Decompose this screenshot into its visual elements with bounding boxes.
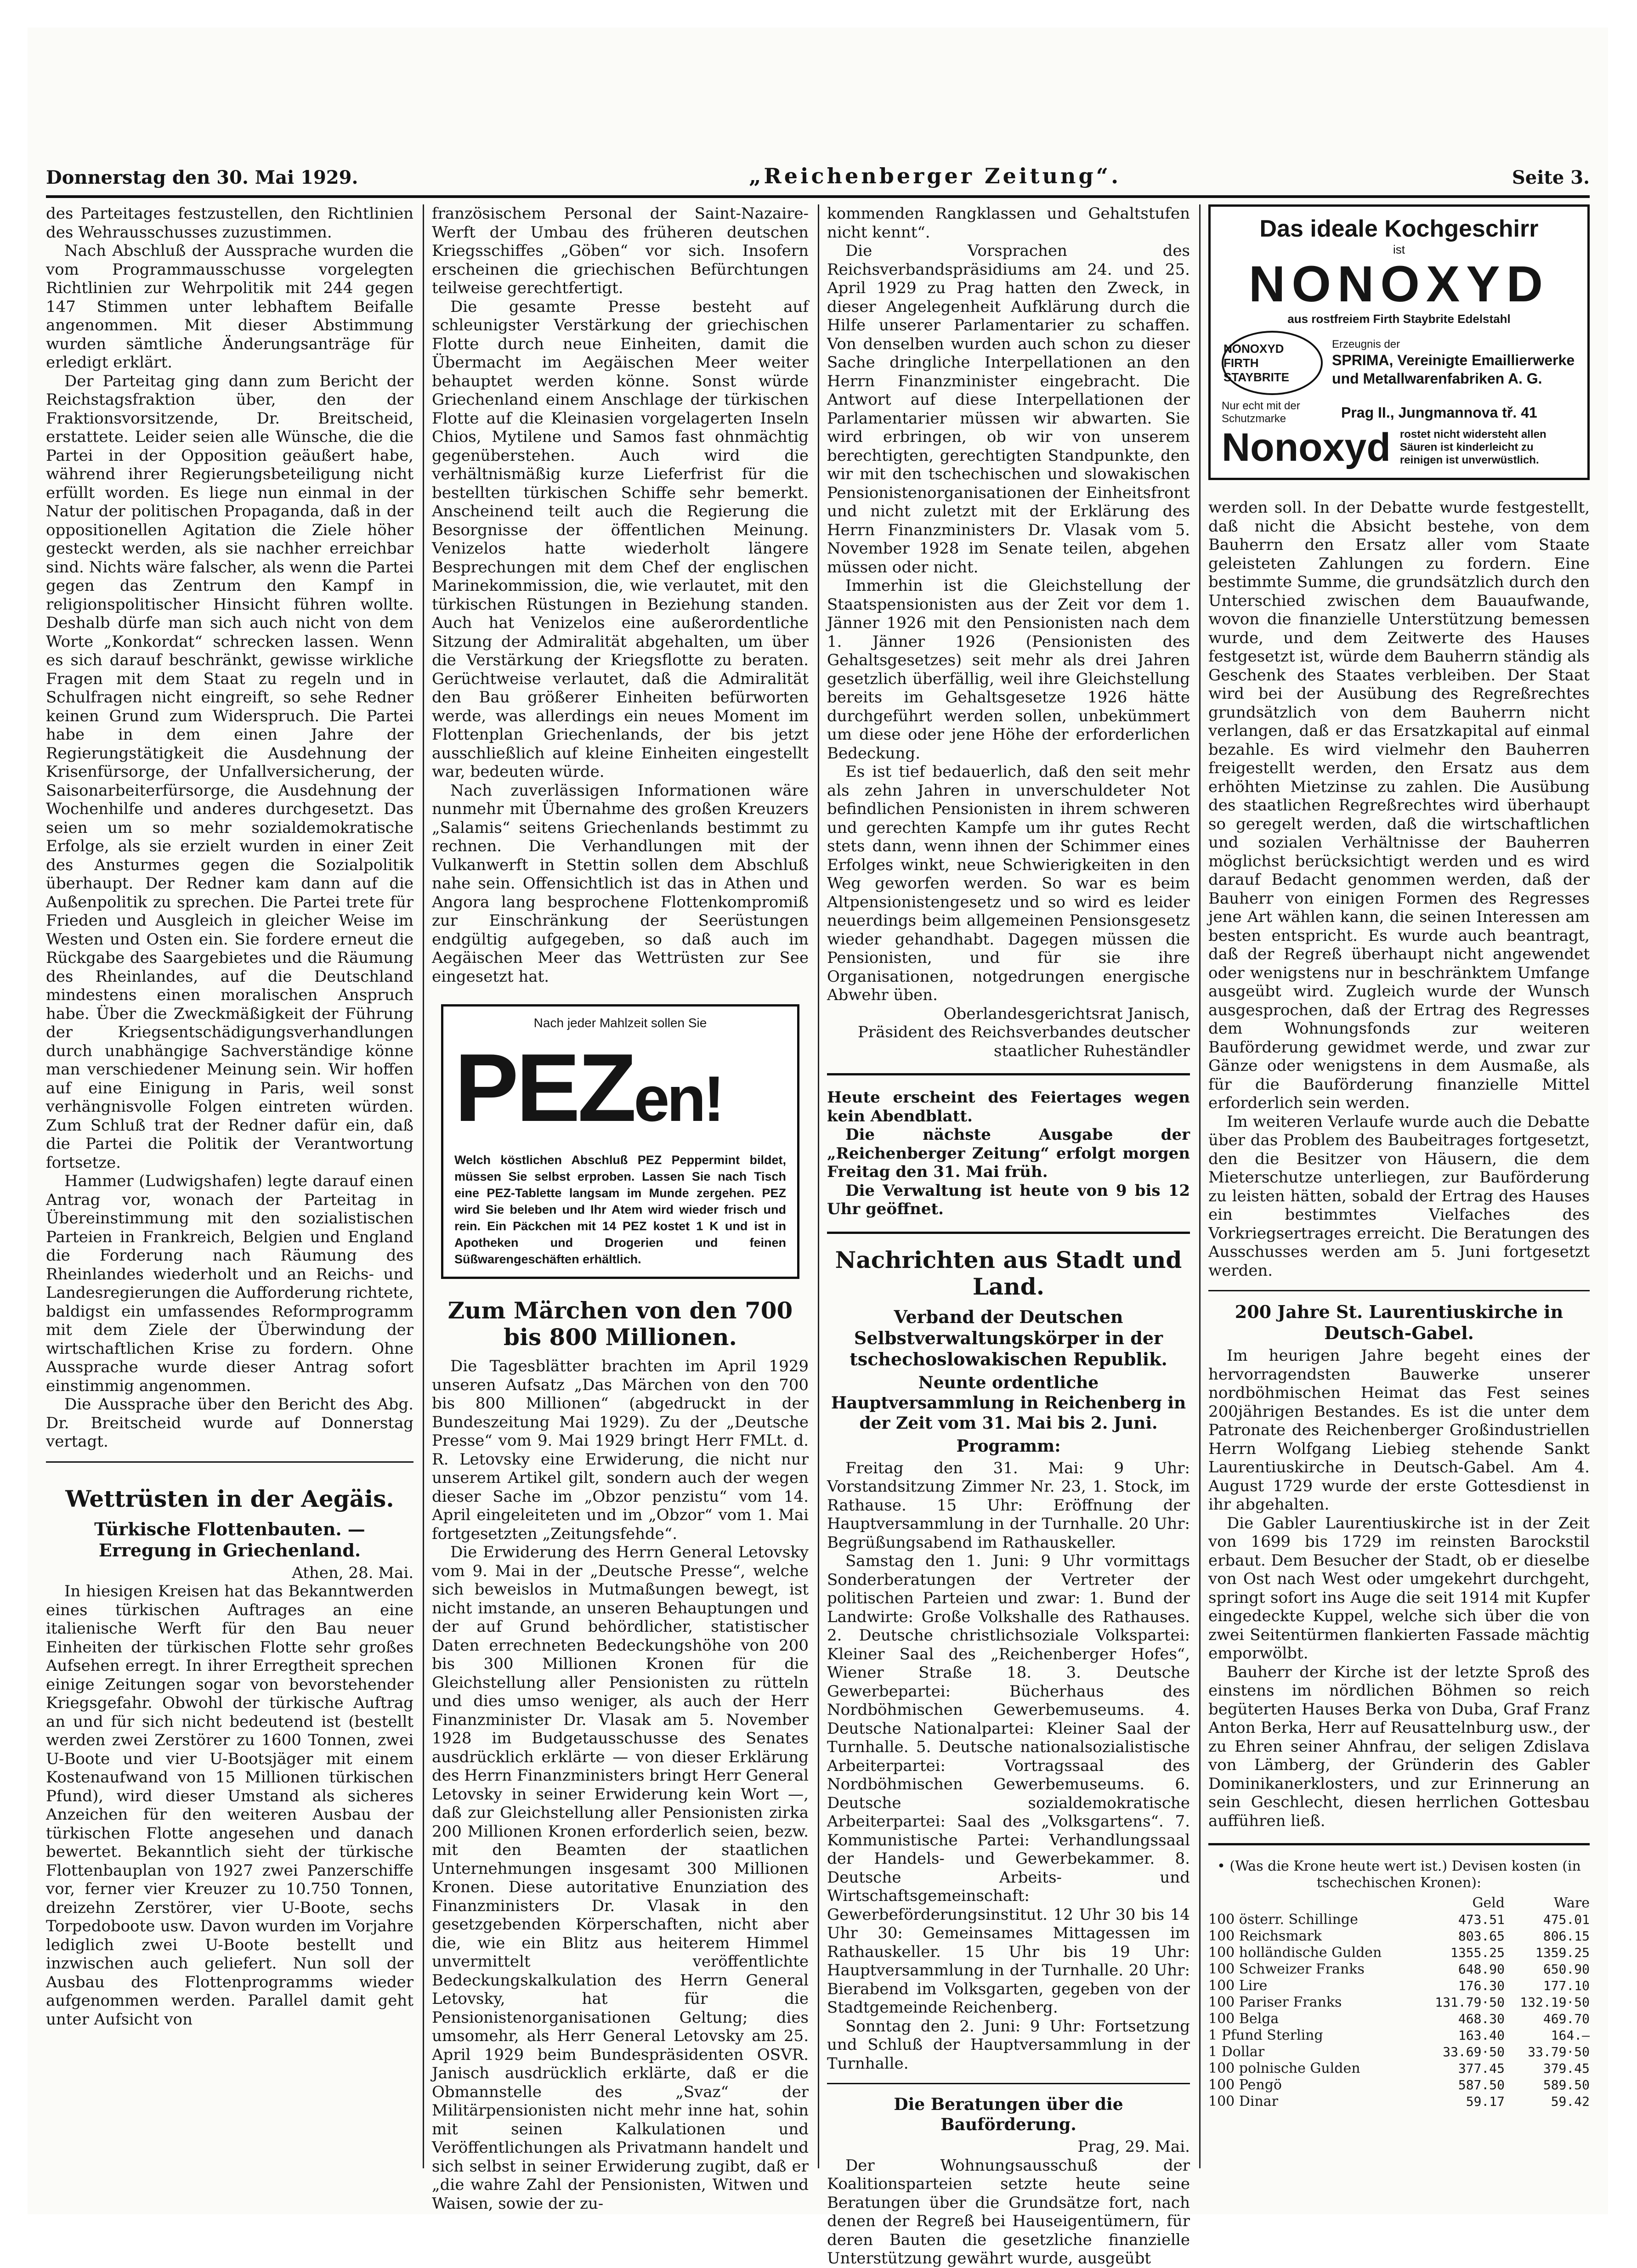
notice-separator: [827, 1232, 1190, 1234]
exchange-col-currency: [1208, 1895, 1420, 1912]
article-separator: [827, 2083, 1190, 2084]
nonoxyd-genuine: Nur echt mit der Schutzmarke: [1222, 400, 1300, 425]
nonoxyd-ad-brand: NONOXYD: [1248, 256, 1550, 312]
exchange-rate-geld: 131.79·50: [1435, 1995, 1505, 2010]
exchange-rate-row: [1208, 1961, 1590, 1978]
header-rule: [46, 195, 1590, 198]
article-paragraph: Im heurigen Jahre begeht eines der hervorragendsten Bauwerke unserer nordböhmischen Heimat das Fest seines 200jährigen Bestandes. Es ist die unter dem Patronate des Reichenberger Großindustriellen Herrn Wolfgang Liebieg stehende Sankt Laurentiuskirche in Deutsch-Gabel. Am 4. August 1729 wurde der erste Gottesdienst in ihr abgehalten.: [1208, 1346, 1590, 1514]
exchange-rate-ware: 806.15: [1543, 1929, 1590, 1944]
article-paragraph: Immerhin ist die Gleichstellung der Staatspensionisten aus der Zeit vor dem 1. Jänner 1926 mit den Pensionisten nach dem 1. Jänner 1926 (Pensionisten des Gehaltsgesetzes) seit mehr als drei Jahren gesetzlich überfällig, weil ihre Gleichstellung bereits im Gehaltsgesetze 1926 hätte durchgeführt werden sollen, unbekümmert um diese oder jene Höhe der erforderlichen Bedeckung.: [827, 577, 1190, 763]
exchange-rate-geld: 803.65: [1458, 1929, 1505, 1944]
exchange-rates-body: [1208, 1912, 1590, 2110]
article-separator: [1208, 1290, 1590, 1291]
exchange-rate-currency: 100 Reichsmark: [1208, 1928, 1322, 1944]
nonoxyd-ad-headline: Das ideale Kochgeschirr: [1259, 215, 1539, 242]
header-date: Donnerstag den 30. Mai 1929.: [46, 167, 358, 188]
nonoxyd-advertisement: [1208, 204, 1590, 480]
article-separator: [1208, 1843, 1590, 1845]
article-separator: [46, 1461, 413, 1463]
exchange-rate-ware: 164.—: [1551, 2028, 1590, 2043]
article-paragraph: des Parteitages festzustellen, den Richtlinien des Wehrausschusses zuzustimmen.: [46, 204, 413, 242]
exchange-rate-ware: 132.19·50: [1520, 1995, 1590, 2010]
exchange-rate-row: [1208, 2011, 1590, 2027]
exchange-rate-currency: 100 polnische Gulden: [1208, 2060, 1360, 2076]
exchange-rate-ware: 59.42: [1551, 2094, 1590, 2109]
exchange-rate-row: [1208, 1912, 1590, 1928]
exchange-rate-row: [1208, 2044, 1590, 2060]
exchange-rate-ware: 475.01: [1543, 1912, 1590, 1927]
pez-advertisement: [441, 1004, 799, 1279]
article-paragraph: Die Aussprache über den Bericht des Abg. Dr. Breitscheid wurde auf Donnerstag vertagt.: [46, 1395, 413, 1451]
nonoxyd-claim: rostet nicht widersteht allen Säuren ist kinderleicht zu reinigen ist unverwüstlich.: [1399, 428, 1546, 466]
article-paragraph: Die Vorsprachen des Reichsverbandspräsidiums am 24. und 25. April 1929 zu Prag hatten den Zweck, in dieser Angelegenheit Aufklärung durch die Hilfe unserer Parlamentarier zu schaffen. Von denselben wurden auch schon zu dieser Sache dringliche Interpellationen an den Herrn Finanzminister eingebracht. Die Antwort auf diese Interpellationen der Parlamentarier müssen wir abwarten. Sie wird erbringen, ob wir von unserem berechtigten, gerechtigten Standpunkte, den wir mit den tschechischen und slowakischen Pensionistenorganisationen der Einheitsfront und nicht zuletzt mit der Erklärung des Herrn Finanzministers Dr. Vlasak vom 5. November 1928 im Senate teilen, abgehen müssen oder nicht.: [827, 242, 1190, 577]
exchange-col-geld: Geld: [1472, 1895, 1505, 1911]
article-paragraph: Die Tagesblätter brachten im April 1929 unseren Aufsatz „Das Märchen von den 700 bis 800 Millionen“ (abgedruckt in der Bundeszeitung Mai 1929). Zu der „Deutsche Presse“ vom 9. Mai 1929 bringt Herr FMLt. d. R. Letovsky eine Erwiderung, die nicht nur unserem Artikel gilt, sondern auch der wegen dieser Sache im „Obzor penzistu“ vom 14. April eingeleiteten und im „Obzor“ vom 1. Mai fortgesetzten „Zeitungsfehde“.: [432, 1357, 809, 1543]
pez-brand-word: PEZ: [454, 1034, 634, 1142]
subheadline-hauptversammlung: Neunte ordentliche Hauptversammlung in Reichenberg in der Zeit vom 31. Mai bis 2. Juni.: [831, 1373, 1186, 1433]
article-paragraph: Nach zuverlässigen Informationen wäre nunmehr mit Übernahme des großen Kreuzers „Salamis“ seitens Griechenlands bestimmt zu rechnen. Die Verhandlungen mit der Vulkanwerft in Stettin sollen dem Abschluß nahe sein. Offensichtlich ist das in Athen und Angora lang besprochene Flottenkompromiß zur Einschränkung der Seerüstungen endgültig aufgegeben, so daß auch im Aegäischen Meer das Wettrüsten zur See eingesetzt hat.: [432, 781, 809, 986]
article-paragraph: Die Erwiderung des Herrn General Letovsky vom 9. Mai in der „Deutsche Presse“, welche sich beweislos in Mutmaßungen bewegt, ist nicht imstande, an unseren Behauptungen und der auf Grund behördlicher, statistischer Daten errechneten Bedeckungshöhe von 200 bis 300 Millionen Kronen für die Gleichstellung aller Pensionisten zu rütteln und dies umso weniger, als auch der Herr Finanzminister Dr. Vlasak am 5. November 1928 im Budgetausschusse des Senates ausdrücklich erklärte — von dieser Erklärung des Herrn Finanzministers bringt Herr General Letovsky in seiner Erwiderung kein Wort —, daß zur Gleichstellung aller Pensionisten zirka 200 Millionen Kronen erforderlich seien, bezw. mit den Beamten der staatlichen Unternehmungen insgesamt 300 Millionen Kronen. Diese autoritative Enunziation des Finanzministers Dr. Vlasak in den gesetzgebenden Körperschaften, nicht aber die, wie ein Blitz aus heiterem Himmel unvermittelt veröffentlichte Bedeckungskalkulation des Herrn General Letovsky, hat für die Pensionistenorganisationen Geltung; dies umsomehr, als Herr General Letovsky am 25. April 1929 beim Bundespräsidenten OSVR. Janisch ausdrücklich erklärte, daß er die Obmannstelle des „Svaz“ der Militärpensionisten nicht mehr inne hat, sohin mit seinen Kalkulationen und Veröffentlichungen als Privatmann handelt und sich selbst in seiner Erwiderung zugibt, daß er „die wahre Zahl der Pensionisten, Witwen und Waisen, sowie der zu-: [432, 1543, 809, 2213]
column-2: [432, 204, 809, 2213]
notice-separator: [827, 1073, 1190, 1075]
exchange-rate-ware: 650.90: [1543, 1962, 1590, 1977]
column-divider: [423, 204, 424, 2168]
column-divider: [1199, 204, 1201, 2168]
headline-wettruesten: Wettrüsten in der Aegäis.: [65, 1485, 394, 1512]
nonoxyd-ad-ist: ist: [1393, 243, 1405, 256]
exchange-rate-currency: 100 Lire: [1208, 1978, 1268, 1994]
exchange-rate-row: [1208, 1994, 1590, 2011]
article-paragraph: Der Wohnungsausschuß der Koalitionsparteien setzte heute seine Beratungen über die Grundsätze fort, nach denen der Regreß bei Hauseigentümern, für deren Bauten die gesetzliche finanzielle Unterstützung gewährt wurde, ausgeübt: [827, 2156, 1190, 2268]
exchange-rate-row: [1208, 1928, 1590, 1945]
article-paragraph: Freitag den 31. Mai: 9 Uhr: Vorstandsitzung Zimmer Nr. 23, 1. Stock, im Rathause. 15 Uhr: Eröffnung der Hauptversammlung in der Turnhalle. 20 Uhr: Begrüßungsabend im Rathauskeller.: [827, 1459, 1190, 1552]
exchange-rate-ware: 177.10: [1543, 1978, 1590, 1993]
nonoxyd-maker-block: [1332, 338, 1576, 388]
exchange-rate-row: [1208, 1978, 1590, 1994]
nonoxyd-maker: SPRIMA, Vereinigte Emaillierwerke und Metallwarenfabriken A. G.: [1332, 352, 1575, 387]
exchange-rate-currency: 100 Schweizer Franks: [1208, 1961, 1365, 1977]
exchange-rate-currency: 1 Pfund Sterling: [1208, 2027, 1323, 2043]
exchange-rate-row: [1208, 2077, 1590, 2093]
exchange-rates-table: [1208, 1895, 1590, 2110]
headline-maerchen: Zum Märchen von den 700 bis 800 Millionen.: [447, 1297, 793, 1351]
nonoxyd-address: Prag II., Jungmannova tř. 41: [1341, 404, 1537, 421]
headline-baufoerderung: Die Beratungen über die Bauförderung.: [894, 2095, 1123, 2134]
header-paper-title: „Reichenberger Zeitung“.: [749, 164, 1122, 188]
exchange-rate-geld: 59.17: [1466, 2094, 1505, 2109]
signature-title: Präsident des Reichsverbandes deutscher staatlicher Ruheständler: [858, 1023, 1190, 1060]
pez-ad-body: Welch köstlichen Abschluß PEZ Peppermint bildet, müssen Sie selbst erproben. Lassen Sie nach Tisch eine PEZ-Tablette langsam im Munde zergehen. PEZ wird Sie beleben und Ihr Atem wird wieder frisch und rein. Ein Päckchen mit 14 PEZ kostet 1 K und ist in Apotheken und Drogerien und feinen Süßwarengeschäften erhältlich.: [454, 1153, 786, 1266]
exchange-rate-geld: 33.69·50: [1443, 2044, 1505, 2059]
nonoxyd-ad-row: [1222, 400, 1576, 425]
exchange-rate-geld: 648.90: [1458, 1962, 1505, 1977]
exchange-rate-currency: 100 Pengö: [1208, 2077, 1282, 2093]
pez-brand-suffix: en!: [634, 1063, 722, 1135]
nonoxyd-ad-material: aus rostfreiem Firth Staybrite Edelstahl: [1287, 312, 1511, 326]
program-label: Programm:: [956, 1436, 1061, 1456]
dateline: Athen, 28. Mai.: [292, 1563, 413, 1582]
exchange-rate-ware: 469.70: [1543, 2011, 1590, 2026]
newspaper-page: [28, 28, 1608, 2268]
exchange-rate-currency: 100 Belga: [1208, 2011, 1279, 2027]
nonoxyd-logo-icon: NONOXYD FIRTH STAYBRITE: [1222, 331, 1323, 395]
exchange-rates-header-row: [1208, 1895, 1590, 1912]
exchange-rate-geld: 163.40: [1458, 2028, 1505, 2043]
article-paragraph: Nach Abschluß der Aussprache wurden die vom Programmausschusse vorgelegten Richtlinien zur Wehrpolitik mit 244 gegen 147 Stimmen unter lebhaftem Beifalle angenommen. Mit dieser Abstimmung wurden sämtliche Änderungsanträge für erledigt erklärt.: [46, 242, 413, 372]
exchange-rate-ware: 33.79·50: [1528, 2044, 1590, 2059]
nonoxyd-ad-row: [1222, 331, 1576, 395]
page-header: [46, 142, 1590, 188]
exchange-rate-currency: 100 österr. Schillinge: [1208, 1912, 1358, 1928]
article-paragraph: Bauherr der Kirche ist der letzte Sproß des einstens im nördlichen Böhmen so reich begüterten Hauses Berka von Duba, Graf Franz Anton Berka, Herr auf Reusattelnburg usw., der zu Ehren seiner Ahnfrau, der seligen Zdislava von Lämberg, der Gründerin des Gabler Dominikanerklosters, und zur Erinnerung an sein Geschlecht, diesen herrlichen Gottesbau aufführen ließ.: [1208, 1663, 1590, 1830]
column-3: [827, 204, 1190, 2268]
exchange-rate-row: [1208, 2060, 1590, 2077]
column-4: [1208, 204, 1590, 2168]
exchange-rate-row: [1208, 2027, 1590, 2044]
exchange-col-ware: Ware: [1553, 1895, 1590, 1911]
article-paragraph: Die gesamte Presse besteht auf schleunigster Verstärkung der griechischen Flotte durch neue Einheiten, damit die Übermacht im Aegäischen Meer weiter behauptet werden könne. Sonst würde Griechenland einem Anschlage der türkischen Flotte auf die Kleinasien vorgelagerten Inseln Chios, Mytilene und Samos fast ohnmächtig gegenüberstehen. Auch wird die verhältnismäßig kurze Lieferfrist für die bestellten türkischen Schiffe sehr bemerkt. Anscheinend teilt auch die Regierung die Besorgnisse der öffentlichen Meinung. Venizelos hatte wiederholt längere Besprechungen mit dem Chef der englischen Marinekommission, die, wie verlautet, mit den türkischen Rüstungen in Beziehung standen. Auch hat Venizelos eine außerordentliche Sitzung der Admiralität abgehalten, um über die Verstärkung der Kriegsflotte zu beraten. Gerüchtweise verlautet, daß die Admiralität den Bau größerer Einheiten befürworten werde, was allerdings ein neues Moment im Flottenplan Griechenlands, der bis jetzt ausschließlich auf kleine Einheiten eingestellt war, bedeuten würde.: [432, 297, 809, 781]
exchange-rate-ware: 589.50: [1543, 2077, 1590, 2093]
exchange-rate-ware: 379.45: [1543, 2061, 1590, 2076]
nonoxyd-ad-row: [1222, 425, 1576, 469]
column-divider: [818, 204, 819, 2168]
article-paragraph: Im weiteren Verlaufe wurde auch die Debatte über das Problem des Baubeitrages fortgesetzt, den die Besitzer von Häusern, die dem Mieterschutze unterliegen, zur Bauförderung zu leisten hätten, sobald der Ertrag des Hauses ein bestimmtes Vielfaches des Vorkriegsertrages erreicht. Die Beratungen des Ausschusses werden am 5. Juni fortgesetzt werden.: [1208, 1112, 1590, 1280]
column-1: [46, 204, 413, 2168]
pez-ad-brand: [454, 1035, 786, 1152]
exchange-rate-ware: 1359.25: [1535, 1945, 1590, 1960]
exchange-rate-currency: 100 Pariser Franks: [1208, 1994, 1342, 2010]
article-paragraph: werden soll. In der Debatte wurde festgestellt, daß nicht die Absicht bestehe, von dem Bauherrn den Ersatz aller vom Staate geleisteten Zahlungen zu fordern. Eine bestimmte Summe, die grundsätzlich durch den Unterschied zwischen dem Bauaufwande, wovon die finanzielle Unterstützung bemessen wurde, und dem Zeitwerte des Hauses festgesetzt ist, würde dem Bauherrn ständig als Geschenk des Staates verbleiben. Der Staat wird bei der Ausübung des Regreßrechtes grundsätzlich von dem Bauherrn nicht verlangen, daß er das Ersatzkapital auf einmal bezahle. Es wird vielmehr den Bauherren freigestellt werden, den Ersatz aus dem erhöhten Mietzinse zu zahlen. Die Ausübung des staatlichen Regreßrechtes wird überhaupt so geregelt werden, daß die wirtschaftlichen und sozialen Verhältnisse der Bauherren möglichst berücksichtigt werden und es wird darauf Bedacht genommen werden, daß der Bauherr von einigen Formen des Regresses jene Art wählen kann, die seinen Interessen am besten entspricht. Es wurde auch beantragt, daß der Regreß überhaupt nicht angewendet oder wenigstens nur in beschränktem Umfange ausgeübt wird. Zugleich wurde der Wunsch ausgesprochen, daß der Ertrag des Regresses dem Wohnungsfonds zur weiteren Bauförderung gewidmet werde, und zwar zur Gänze oder wenigstens in dem Ausmaße, als für die Bauförderung finanzielle Mittel erforderlich sein werden.: [1208, 498, 1590, 1112]
article-paragraph: Hammer (Ludwigshafen) legte darauf einen Antrag vor, wonach der Parteitag in Übereinstimmung mit den sozialistischen Parteien in Frankreich, Belgien und England die Forderung nach Räumung des Rheinlandes wiederholt und an Reichs- und Landesregierungen die Aufforderung richtete, baldigst ein umfassendes Reformprogramm mit dem Ziele der Überwindung der wirtschaftlichen Krise zu fordern. Ohne Aussprache wurde dieser Antrag sofort einstimmig angenommen.: [46, 1172, 413, 1395]
exchange-rate-currency: 1 Dollar: [1208, 2044, 1265, 2060]
exchange-rate-currency: 100 Dinar: [1208, 2093, 1278, 2110]
section-headline-nachrichten: Nachrichten aus Stadt und Land.: [835, 1246, 1182, 1300]
pez-ad-tagline: Nach jeder Mahlzeit sollen Sie: [533, 1016, 707, 1030]
notice-no-evening-edition: Heute erscheint des Feiertages wegen kein Abendblatt.: [827, 1088, 1190, 1126]
article-paragraph: In hiesigen Kreisen hat das Bekanntwerden eines türkischen Auftrages an eine italienische Werft für den Bau neuer Einheiten der türkischen Flotte sehr großes Aufsehen erregt. In ihrer Erregtheit sprechen einige Zeitungen sogar von bevorstehender Kriegsgefahr. Obwohl der türkische Auftrag an und für sich nicht bedeutend ist (bestellt werden zwei Zerstörer zu 1600 Tonnen, zwei U-Boote und vier U-Bootsjäger mit einem Kostenaufwand von 15 Millionen türkischen Pfund), wird dieser Umstand als sicheres Anzeichen für den weiteren Ausbau der türkischen Flotte angesehen und danach bewertet. Bekanntlich sieht der türkische Flottenbauplan von 1927 zwei Panzerschiffe vor, ferner vier Kreuzer zu 10.750 Tonnen, dreizehn Zerstörer, vier U-Boote, sechs Torpedoboote usw. Davon wurden im Vorjahre lediglich zwei U-Boote bestellt und inzwischen auch geliefert. Nun soll der Ausbau des Flottenprogramms wieder aufgenommen werden. Parallel damit geht unter Aufsicht von: [46, 1582, 413, 2029]
exchange-rate-geld: 473.51: [1458, 1912, 1505, 1927]
article-paragraph: Es ist tief bedauerlich, daß den seit mehr als zehn Jahren in unverschuldeter Not befindlichen Pensionisten in ihrem schweren und gerechten Kampfe um ihr gutes Recht stets dann, wenn ihnen der Schimmer eines Erfolges winkt, neue Schwierigkeiten in den Weg geworfen werden. So war es beim Altpensionistengesetz und so wird es leider neuerdings beim allgemeinen Pensionsgesetz wieder gehandhabt. Dagegen müssen die Pensionisten, und für sie ihre Organisationen, notgedrungen energische Abwehr üben.: [827, 763, 1190, 1004]
article-paragraph: kommenden Rangklassen und Gehaltstufen nicht kennt“.: [827, 204, 1190, 242]
dateline: Prag, 29. Mai.: [1077, 2138, 1190, 2156]
exchange-rate-geld: 377.45: [1458, 2061, 1505, 2076]
notice-next-edition: Die nächste Ausgabe der „Reichenberger Zeitung“ erfolgt morgen Freitag den 31. Mai früh.: [827, 1126, 1190, 1181]
article-paragraph: Samstag den 1. Juni: 9 Uhr vormittags Sonderberatungen der Vertreter der politischen Parteien und zwar: 1. Bund der Landwirte: Große Volkshalle des Rathauses. 2. Deutsche christlichsoziale Volkspartei: Kleiner Saal des „Reichenberger Hofes“, Wiener Straße 18. 3. Deutsche Gewerbepartei: Bücherhaus des Nordböhmischen Gewerbemuseums. 4. Deutsche Nationalpartei: Kleiner Saal der Turnhalle. 5. Deutsche nationalsozialistische Arbeiterpartei: Vortragssaal des Nordböhmischen Gewerbemuseums. 6. Deutsche sozialdemokratische Arbeiterpartei: Saal des „Volksgartens“. 7. Kommunistische Partei: Verhandlungssaal der Handels- und Gewerbekammer. 8. Deutsche Arbeits- und Wirtschaftsgemeinschaft: Gewerbeförderungsinstitut. 12 Uhr 30 bis 14 Uhr 30: Gemeinsames Mittagessen im Rathauskeller. 15 Uhr bis 19 Uhr: Hauptversammlung in der Turnhalle. 20 Uhr: Bierabend im Volksgarten, gegeben von der Stadtgemeinde Reichenberg.: [827, 1552, 1190, 2017]
exchange-rate-row: [1208, 2093, 1590, 2110]
article-paragraph: Der Parteitag ging dann zum Bericht der Reichstagsfraktion über, den der Fraktionsvorsitzende, Dr. Breitscheid, erstattete. Leider seien alle Wünsche, die die Partei in der Opposition geäußert habe, während ihrer Regierungsbeteiligung nicht erfüllt worden. Es liege nun einmal in der Natur der politischen Propaganda, daß in der oppositionellen Agitation die Ziele höher gesteckt werden, als sie nachher erreichbar sind. Nichts wäre falscher, als wenn die Partei gegen das Zentrum den Kampf in religionspolitischer Hinsicht führen wollte. Deshalb dürfe man sich auch nicht von dem Worte „Konkordat“ schrecken lassen. Wenn es sich darauf beschränkt, gewisse wirkliche Fragen mit dem Staat zu regeln und in Schulfragen nicht eingreift, so sehe Redner keinen Grund zum Widerspruch. Die Partei habe in dem einen Jahre der Regierungstätigkeit die Ausdehnung der Krisenfürsorge, der Unfallversicherung, der Saisonarbeiterfürsorge, die Ausdehnung der Wochenhilfe und anderes durchgesetzt. Das seien um so mehr sozialdemokratische Erfolge, als sie erzielt wurden in einer Zeit des Ansturmes gegen die Sozialpolitik überhaupt. Der Redner kam dann auf die Außenpolitik zu sprechen. Die Partei trete für Frieden und Ausgleich in gleicher Weise im Westen und Osten ein. Sie fordere erneut die Rückgabe des Saargebietes und die Räumung des Rheinlandes, auf die Deutschland mindestens einen moralischen Anspruch habe. Über die Zweckmäßigkeit der Führung der Kriegsentschädigungsverhandlungen durch unabhängige Sachverständige könne man verschiedener Meinung sein. Wir hoffen auf eine Einigung in Paris, weil sonst verhängnisvolle Folgen eintreten würden. Zum Schluß trat der Redner dafür ein, daß die Partei die Politik der Verantwortung fortsetze.: [46, 372, 413, 1172]
exchange-rate-geld: 176.30: [1458, 1978, 1505, 1993]
headline-verband: Verband der Deutschen Selbstverwaltungskörper in der tschechoslowakischen Republik.: [850, 1306, 1167, 1369]
nonoxyd-maker-head: Erzeugnis der: [1332, 338, 1400, 351]
headline-laurentiuskirche: 200 Jahre St. Laurentiuskirche in Deutsch-Gabel.: [1235, 1301, 1563, 1343]
header-page-number: Seite 3.: [1512, 167, 1590, 188]
exchange-rate-row: [1208, 1945, 1590, 1961]
subheadline-wettruesten: Türkische Flottenbauten. — Erregung in Griechenland.: [94, 1518, 365, 1561]
exchange-rates-heading: • (Was die Krone heute wert ist.) Devisen kosten (in tschechischen Kronen):: [1217, 1858, 1581, 1891]
article-paragraph: Die Gabler Laurentiuskirche ist in der Zeit von 1699 bis 1729 im reinsten Barockstil erbaut. Dem Besucher der Stadt, ob er dieselbe von Ost nach West oder umgekehrt durchgeht, springt sofort ins Auge die seit 1914 mit Kupfer eingedeckte Kuppel, welche sich über die von zwei Seitentürmen flankierten Fassade mächtig emporwölbt.: [1208, 1514, 1590, 1663]
notice-office-hours: Die Verwaltung ist heute von 9 bis 12 Uhr geöffnet.: [827, 1181, 1190, 1218]
article-paragraph: französischem Personal der Saint-Nazaire-Werft der Umbau des früheren deutschen Kriegsschiffes „Göben“ vor sich. Insofern erscheinen die griechischen Befürchtungen teilweise gerechtfertigt.: [432, 204, 809, 297]
exchange-rate-currency: 100 holländische Gulden: [1208, 1945, 1382, 1961]
nonoxyd-brand-2: Nonoxyd: [1222, 425, 1391, 469]
exchange-rate-geld: 587.50: [1458, 2077, 1505, 2093]
exchange-rate-geld: 1355.25: [1450, 1945, 1505, 1960]
exchange-rate-geld: 468.30: [1458, 2011, 1505, 2026]
article-paragraph: Sonntag den 2. Juni: 9 Uhr: Fortsetzung und Schluß der Hauptversammlung in der Turnhalle.: [827, 2017, 1190, 2073]
signature-name: Oberlandesgerichtsrat Janisch,: [943, 1004, 1190, 1023]
